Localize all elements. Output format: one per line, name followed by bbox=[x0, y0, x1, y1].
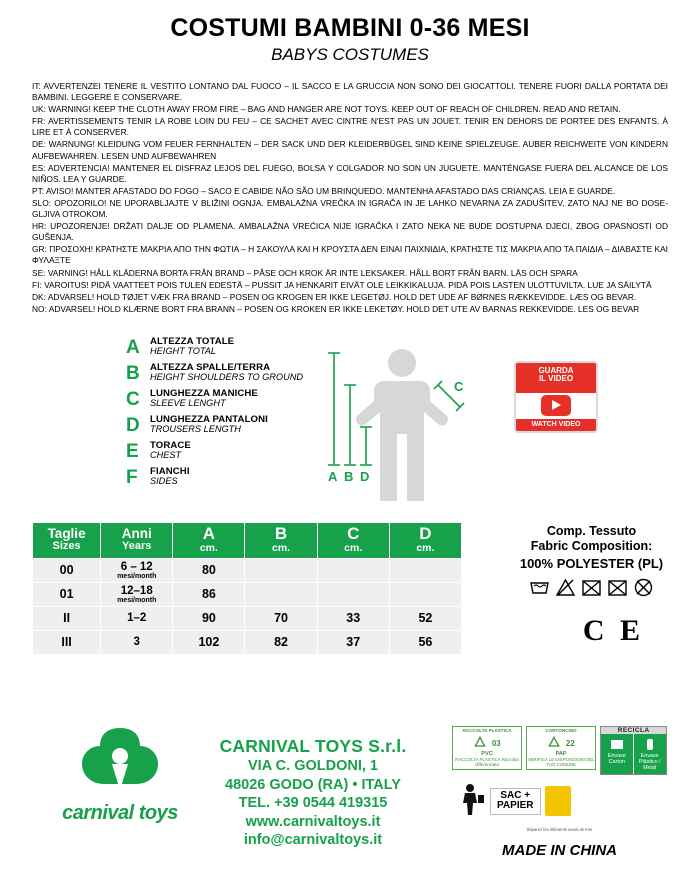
header-d-unit: cm. bbox=[416, 541, 435, 554]
cell-size: II bbox=[33, 606, 101, 630]
header-d-letter: D bbox=[419, 523, 432, 543]
legend-label-en: SLEEVE LENGHT bbox=[150, 397, 226, 408]
company-info bbox=[178, 736, 448, 850]
table-row bbox=[33, 558, 462, 582]
table-row bbox=[33, 606, 462, 630]
legend-item-b bbox=[126, 363, 341, 383]
legend-label-it: LUNGHEZZA MANICHE bbox=[150, 387, 258, 399]
youtube-icon bbox=[541, 395, 571, 416]
cell-age-value: 1–2 bbox=[127, 612, 147, 625]
recicla-plastic-l2: Plástico / Metal bbox=[638, 759, 661, 772]
warning-line: IT: AVVERTENZEI TENERE IL VESTITO LONTANO DAL FUOCO – IL SACCO E LA GRUCCIA NON SONO DEI GIOCATTOLI. TENERE FUORI DALLA PORTATA DEI BAMBINI. LEGGERE E CONSERVARE. bbox=[32, 81, 668, 103]
recycle-paper-symbol bbox=[527, 733, 595, 751]
ce-mark: C E bbox=[582, 613, 644, 647]
cell-b: 70 bbox=[245, 606, 317, 630]
company-address-2: 48026 GODO (RA) • ITALY bbox=[225, 776, 401, 793]
recycle-plastic-metal-icon bbox=[634, 735, 666, 753]
cell-c: 33 bbox=[317, 606, 389, 630]
header-sizes-en: Sizes bbox=[52, 539, 81, 552]
recycling-info bbox=[452, 726, 667, 820]
made-in-label: MADE IN CHINA bbox=[502, 842, 617, 859]
legend-label-en: SIDES bbox=[150, 475, 178, 486]
table-header-row bbox=[33, 522, 462, 558]
header-d bbox=[389, 522, 461, 558]
cell-b bbox=[245, 582, 317, 606]
cell-b bbox=[245, 558, 317, 582]
legend-letter: F bbox=[126, 466, 138, 488]
warning-line: SLO: OPOZORILO! NE UPORABLJAJTE V BLIŽINI OGNJA. EMBALAŽNA VREČKA IN IGRAČA IN JE LAHKO NEVARNA ZA ZADUŠITEV, ZATO NAJ NE BO DOSE-GLJIVA OTROKOM. bbox=[32, 197, 668, 220]
no-dry-clean-icon bbox=[633, 577, 654, 598]
cell-age-value: 6 – 12 bbox=[120, 560, 153, 573]
figure-label-b: B bbox=[344, 468, 354, 484]
watch-video-badge[interactable] bbox=[514, 361, 598, 433]
company-website[interactable]: www.carnivaltoys.it bbox=[245, 813, 381, 830]
cell-d: 52 bbox=[389, 606, 461, 630]
legend-letter: E bbox=[126, 440, 139, 462]
video-badge-middle bbox=[516, 393, 596, 419]
header-c-unit: cm. bbox=[344, 541, 363, 554]
tidyman-icon bbox=[458, 783, 486, 820]
recycle-carton-icon bbox=[601, 735, 632, 753]
legend-item-d bbox=[126, 415, 341, 435]
figure-label-c: C bbox=[454, 378, 464, 394]
figure-label-a: A bbox=[328, 468, 338, 484]
header-c bbox=[317, 522, 389, 558]
legend-label-it: FIANCHI bbox=[150, 465, 190, 477]
cell-age-value: 12–18 bbox=[120, 584, 153, 597]
no-iron-icon bbox=[607, 577, 628, 598]
legend-letter: D bbox=[126, 414, 140, 436]
legend-label-en: HEIGHT TOTAL bbox=[150, 345, 217, 356]
header-b-letter: B bbox=[274, 523, 288, 543]
cell-a: 80 bbox=[173, 558, 245, 582]
video-badge-top bbox=[516, 363, 596, 393]
recicla-plastic-l1: Envase bbox=[640, 753, 659, 759]
fabric-label-it: Comp. Tessuto bbox=[546, 523, 637, 538]
warning-line: ES: ADVERTENCIA! MANTENER EL DISFRAZ LEJOS DEL FUEGO, BOLSA Y COLGADOR NO SON UN JUGUETE. MANTÉNGASE FUERA DEL ALCANCE DE LOS NIÑOS. LEA Y GUARDE. bbox=[32, 162, 668, 184]
video-badge-line1: GUARDA bbox=[538, 365, 574, 375]
fabric-label-en: Fabric Composition: bbox=[530, 538, 653, 553]
header-c-letter: C bbox=[347, 523, 360, 543]
cell-size: 00 bbox=[33, 558, 101, 582]
legend-label-it: TORACE bbox=[150, 439, 191, 451]
cell-c: 37 bbox=[317, 630, 389, 654]
legend-label-it: ALTEZZA TOTALE bbox=[150, 335, 235, 347]
legend-label-en: HEIGHT SHOULDERS TO GROUND bbox=[150, 371, 303, 382]
cell-a: 90 bbox=[173, 606, 245, 630]
company-name: CARNIVAL TOYS S.r.l. bbox=[219, 736, 407, 756]
measurement-figure bbox=[314, 341, 494, 511]
legend-label-it: ALTEZZA SPALLE/TERRA bbox=[150, 361, 271, 373]
recycle-box-plastic bbox=[452, 726, 522, 770]
recicla-cell-plastic bbox=[634, 734, 666, 774]
size-table bbox=[32, 522, 462, 655]
size-table-section bbox=[32, 522, 668, 662]
company-address-1: VIA C. GOLDONI, 1 bbox=[248, 758, 378, 774]
video-badge-line2: IL VIDEO bbox=[538, 374, 574, 384]
warning-line: GR: ΠΡΟΣΟΧΗ! ΚΡΑΤΗΣΤΕ ΜΑΚΡΙΑ ΑΠΟ ΤΗΝ ΦΩΤΙΑ – Η ΣΑΚΟΥΛΑ ΚΑΙ Η ΚΡΟΥΣΤΑ ΔΕΝ ΕΙΝΑΙ ΠΑΙΧΝΙΔΙΑ, ΚΡΑΤΗΣΤΕ ΤΙΣ ΜΑΚΡΙΑ ΑΠΟ ΤΑ ΠΑΙΔΙΑ – ΔΙΑΒΑΣΤΕ ΚΑΙ ΦΥΛΑΞΤΕ bbox=[32, 244, 668, 266]
no-bleach-icon bbox=[555, 577, 576, 598]
recicla-box bbox=[600, 726, 667, 775]
recicla-carton-l2: Carton bbox=[608, 759, 625, 766]
legend-label-en: CHEST bbox=[150, 449, 182, 460]
hand-wash-icon bbox=[529, 577, 550, 598]
yellow-bin-icon bbox=[545, 786, 571, 816]
warning-line: NO: ADVARSEL! HOLD KLÆRNE BORT FRA BRANN – POSEN OG KROKEN ER IKKE LEKETØY. HOLD DET UTE AV BARNAS REKKEVIDDE. LES OG BEVAR bbox=[32, 303, 640, 314]
header-years bbox=[101, 522, 173, 558]
sac-papier-line2: PAPIER bbox=[497, 800, 534, 812]
recycle-box-paper bbox=[526, 726, 596, 770]
cell-d: 56 bbox=[389, 630, 461, 654]
cell-size: 01 bbox=[33, 582, 101, 606]
company-email[interactable]: info@carnivaltoys.it bbox=[243, 832, 383, 849]
table-row bbox=[33, 582, 462, 606]
warning-line: DK: ADVARSEL! HOLD TØJET VÆK FRA BRAND – POSEN OG KROGEN ER IKKE LEGETØJ. HOLD DET UDE AF BØRNES RÆKKEVIDDE. LÆS OG BEVAR. bbox=[32, 291, 637, 302]
legend-item-a bbox=[126, 337, 341, 357]
cell-a: 102 bbox=[173, 630, 245, 654]
legend-item-c bbox=[126, 389, 341, 409]
legend-letter: C bbox=[126, 388, 140, 410]
recycle-paper-top: CARTONCINO bbox=[545, 728, 577, 733]
legend-item-f bbox=[126, 467, 341, 487]
header-a-letter: A bbox=[202, 523, 216, 543]
recycle-plastic-code: 03 bbox=[491, 739, 501, 749]
cell-age-unit: mesi/month bbox=[117, 596, 157, 604]
legend-item-e bbox=[126, 441, 341, 461]
cell-age bbox=[101, 630, 173, 654]
video-badge-bottom: WATCH VIDEO bbox=[516, 419, 596, 433]
cell-c bbox=[317, 558, 389, 582]
cell-age bbox=[101, 606, 173, 630]
legend-list bbox=[126, 337, 341, 493]
warning-line: PT: AVISO! MANTER AFASTADO DO FOGO – SACO E CABIDE NÃO SÃO UM BRINQUEDO. MANTENHA AFASTADO DAS CRIANÇAS. LEIA E GUARDE. bbox=[32, 185, 616, 196]
cell-age-unit: mesi/month bbox=[117, 572, 157, 580]
cell-a: 86 bbox=[173, 582, 245, 606]
no-tumble-dry-icon bbox=[581, 577, 602, 598]
legend-label-it: LUNGHEZZA PANTALONI bbox=[150, 413, 268, 425]
header-years-en: Years bbox=[122, 539, 152, 552]
product-label-page bbox=[0, 14, 700, 883]
header-b bbox=[245, 522, 317, 558]
header-sizes-it: Taglie bbox=[47, 525, 86, 541]
recycle-paper-material: PAP bbox=[555, 751, 567, 758]
table-row bbox=[33, 630, 462, 654]
bin-note: Séparez les éléments avant de trier bbox=[526, 827, 593, 832]
cell-b: 82 bbox=[245, 630, 317, 654]
company-phone: TEL. +39 0544 419315 bbox=[238, 795, 388, 812]
cell-size: III bbox=[33, 630, 101, 654]
recycle-plastic-material: PVC bbox=[481, 751, 493, 758]
legend-label-en: TROUSERS LENGTH bbox=[150, 423, 241, 434]
cell-d bbox=[389, 582, 461, 606]
warnings-block bbox=[32, 81, 668, 315]
cell-d bbox=[389, 558, 461, 582]
brand-logo-text: carnival toys bbox=[62, 802, 178, 824]
warning-line: HR: UPOZORENJE! DRŽATI DALJE OD PLAMENA. AMBALAŽNA VREĆICA NIJE IGRAČKA I ZATO NEKA NE BUDE DOSTUPNA DJECI, ZBOG OPASNOSTI OD GUŠENJA. bbox=[32, 221, 668, 243]
recicla-title: RECICLA bbox=[601, 727, 666, 734]
figure-label-d: D bbox=[360, 468, 370, 484]
recycle-plastic-top: RACCOLTA PLASTICA bbox=[462, 728, 512, 733]
fabric-value: 100% POLYESTER (PL) bbox=[519, 555, 664, 571]
brand-logo bbox=[60, 724, 180, 823]
sac-papier-line1: SAC + bbox=[500, 789, 531, 801]
fabric-composition bbox=[484, 524, 699, 598]
header-a bbox=[173, 522, 245, 558]
page-title: COSTUMI BAMBINI 0-36 MESI bbox=[170, 14, 530, 42]
recycle-paper-sub: VERIFICA LE DISPOSIZIONI DEL TUO COMUNE bbox=[527, 757, 595, 768]
recycle-plastic-sub: RACCOLTA PLASTICA Raccolta differenziata bbox=[455, 757, 519, 768]
measurement-legend-section bbox=[14, 337, 686, 512]
warning-line: FR: AVERTISSEMENTS TENIR LA ROBE LOIN DU FEU – CE SACHET AVEC CINTRE N'EST PAS UN JOUET. TENIR EN DEHORS DE PORTEE DES ENFANTS. À LIRE ET À CONSERVER. bbox=[32, 116, 668, 138]
recicla-cell-carton bbox=[601, 734, 633, 774]
sac-papier-label bbox=[490, 788, 541, 815]
warning-line: SE: VARNING! HÅLL KLÄDERNA BORTA FRÅN BRAND – PÅSE OCH KROK ÄR INTE LEKSAKER. HÅLL BORT FRÅN BARN. LÄS OCH SPARA bbox=[32, 267, 578, 278]
legend-letter: A bbox=[126, 336, 140, 358]
clover-logo-icon bbox=[76, 724, 164, 802]
recycle-paper-code: 22 bbox=[565, 739, 575, 749]
care-icons bbox=[484, 577, 699, 598]
warning-line: UK: WARNING! KEEP THE CLOTH AWAY FROM FIRE – BAG AND HANGER ARE NOT TOYS. KEEP OUT OF REACH OF CHILDREN. READ AND RETAIN. bbox=[32, 104, 621, 115]
cell-c bbox=[317, 582, 389, 606]
footer bbox=[0, 714, 700, 883]
header-a-unit: cm. bbox=[199, 541, 218, 554]
child-silhouette-icon bbox=[314, 341, 494, 511]
cell-age bbox=[101, 558, 173, 582]
header-b-unit: cm. bbox=[272, 541, 291, 554]
warning-line: DE: WARNUNG! KLEIDUNG VOM FEUER FERNHALTEN – DER SACK UND DER KLEIDERBÜGEL SIND KEINE SPIELZEUGE. AUBER REICHWEITE VON KINDERN AUFBEWAHREN. LESEN UND AUFBEWAHREN bbox=[32, 139, 668, 161]
warning-line: FI: VAROITUS! PIDÄ VAATTEET POIS TULEN EDESTÄ – PUSSIT JA HENKARIT EIVÄT OLE LEIKKIKALUJA. PIDÄ POIS LASTEN ULOTTUVILTA. LUE JA SÄILYTÄ bbox=[32, 279, 652, 290]
header-years-it: Anni bbox=[121, 525, 152, 541]
recicla-carton-l1: Envase bbox=[607, 753, 626, 759]
recycle-plastic-symbol bbox=[453, 733, 521, 751]
legend-letter: B bbox=[126, 362, 140, 384]
header-sizes bbox=[33, 522, 101, 558]
cell-age bbox=[101, 582, 173, 606]
page-subtitle: BABYS COSTUMES bbox=[271, 45, 429, 64]
cell-age-value: 3 bbox=[133, 636, 140, 649]
